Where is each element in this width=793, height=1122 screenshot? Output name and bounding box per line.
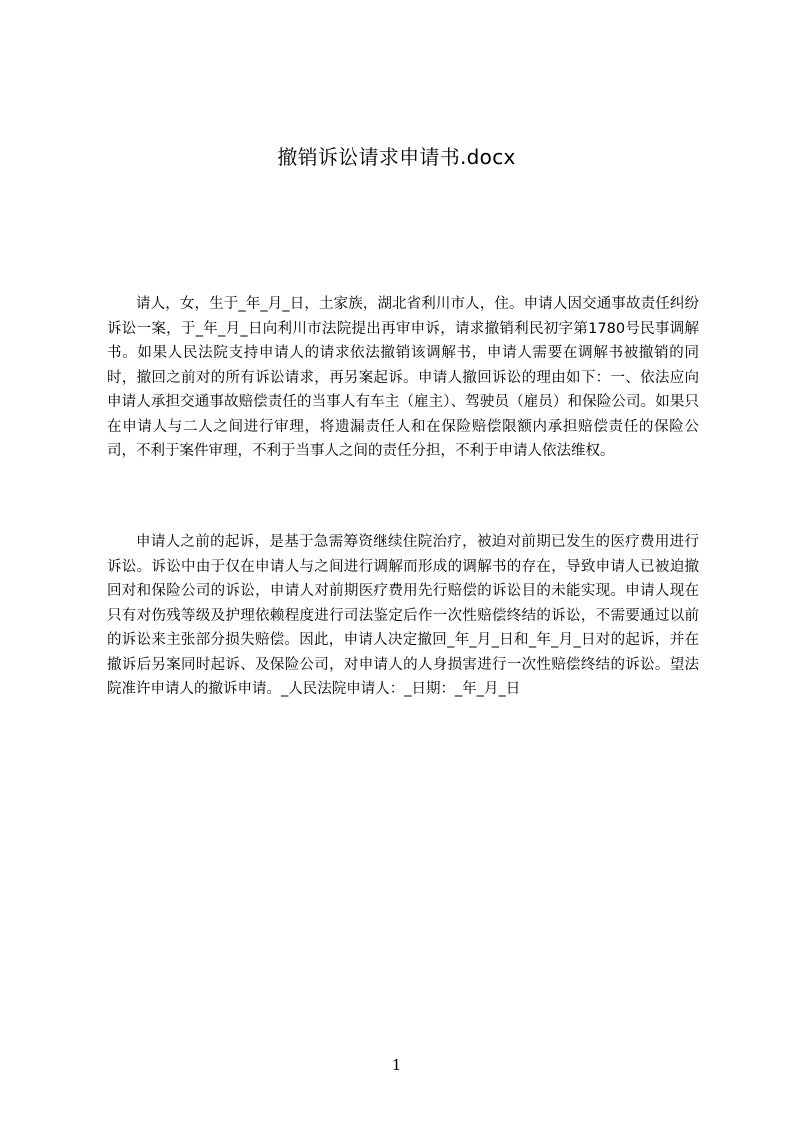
page-number: 1 (391, 1056, 402, 1074)
document-title: 撤销诉讼请求申请书.docx (277, 145, 516, 169)
body-paragraph-2: 申请人之前的起诉，是基于急需筹资继续住院治疗，被迫对前期已发生的医疗费用进行诉讼。诉讼中由于仅在申请人与之间进行调解而形成的调解书的存在，导致申请人已被迫撤回对和保险公司的诉讼，申请人对前期医疗费用先行赔偿的诉讼目的未能实现。申请人现在只有对伤残等级及护理依赖程度进行司法鉴定后作一次性赔偿终结的诉讼，不需要通过以前的诉讼来主张部分损失赔偿。因此，申请人决定撤回_年_月_日和_年_月_日对的起诉，并在撤诉后另案同时起诉、及保险公司，对申请人的人身损害进行一次性赔偿终结的诉讼。望法院准许申请人的撤诉申请。_人民法院申请人：_日期：_年_月_日 (107, 534, 699, 697)
body-paragraph-1: 请人，女，生于_年_月_日，土家族，湖北省利川市人，住。申请人因交通事故责任纠纷诉讼一案，于_年_月_日向利川市法院提出再审申诉，请求撤销利民初字第1780号民事调解书。如果人民法院支持申请人的请求依法撤销该调解书，申请人需要在调解书被撤销的同时，撤回之前对的所有诉讼请求，再另案起诉。申请人撤回诉讼的理由如下：一、依法应向申请人承担交通事故赔偿责任的当事人有车主（雇主）、驾驶员（雇员）和保险公司。如果只在申请人与二人之间进行审理，将遗漏责任人和在保险赔偿限额内承担赔偿责任的保险公司，不利于案件审理，不利于当事人之间的责任分担，不利于申请人依法维权。 (107, 296, 699, 459)
